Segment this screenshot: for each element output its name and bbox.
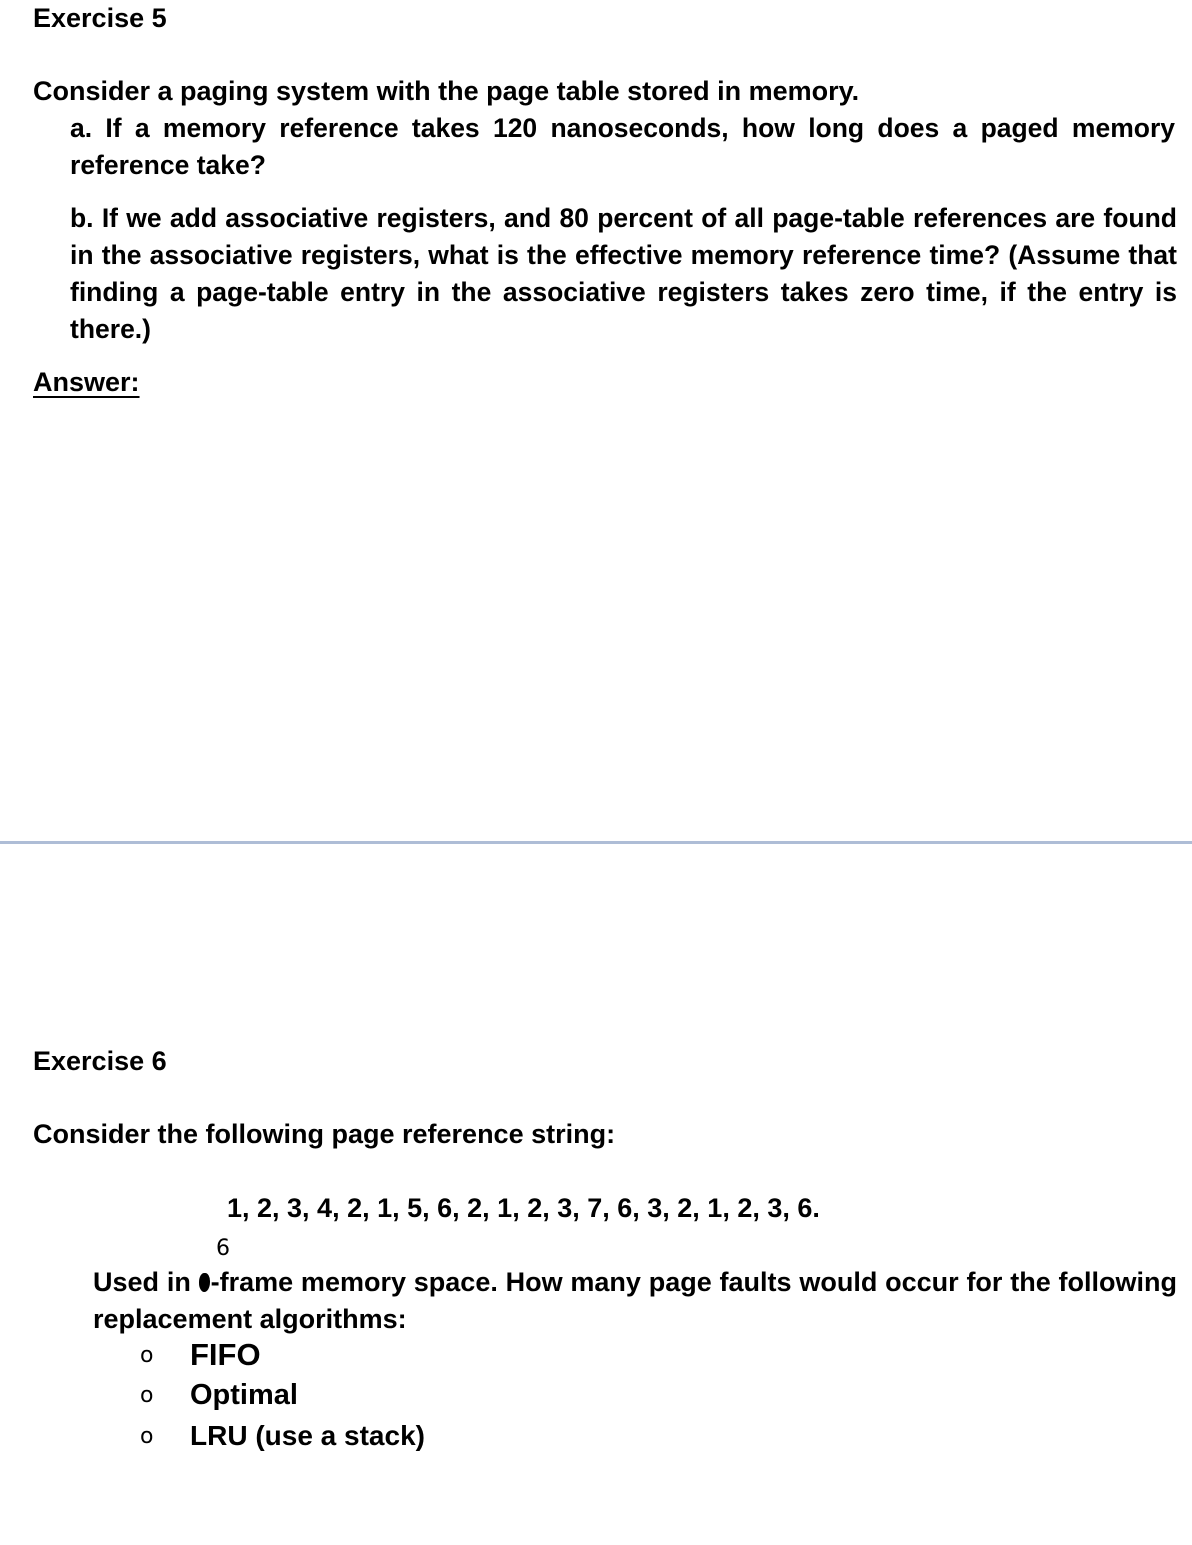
bullet-circle-icon: o bbox=[140, 1383, 154, 1409]
exercise-5-intro: Consider a paging system with the page table stored in memory. bbox=[33, 76, 860, 106]
bullet-circle-icon: o bbox=[140, 1342, 154, 1368]
handwritten-frame-count: 6 bbox=[216, 1236, 230, 1261]
exercise-5-part-b: b. If we add associative registers, and 80 percent of all page-table references are found in the associative registers, what is the effective memory reference time? (Assume that finding a page-table entry in the associative registers takes zero time, if the entry is there.) bbox=[70, 203, 1177, 344]
section-divider bbox=[0, 841, 1192, 844]
used-in-prefix: Used in bbox=[93, 1267, 199, 1297]
used-in-suffix: -frame memory space. How many page faults would occur for the following replacement algorithms: bbox=[93, 1267, 1177, 1334]
exercise-5-part-a: a. If a memory reference takes 120 nanoseconds, how long does a paged memory reference take? bbox=[70, 113, 1175, 180]
list-item bbox=[140, 1335, 425, 1376]
exercise-6-intro: Consider the following page reference string: bbox=[33, 1119, 616, 1149]
list-item bbox=[140, 1376, 425, 1417]
exercise-6-title: Exercise 6 bbox=[33, 1046, 167, 1076]
used-in-paragraph bbox=[93, 1264, 1177, 1338]
algorithm-label: Optimal bbox=[190, 1379, 298, 1412]
list-item bbox=[140, 1416, 425, 1457]
page-reference-string: 1, 2, 3, 4, 2, 1, 5, 6, 2, 1, 2, 3, 7, 6, 3, 2, 1, 2, 3, 6. bbox=[227, 1193, 820, 1223]
algorithm-label: LRU (use a stack) bbox=[190, 1420, 425, 1452]
exercise-5-title: Exercise 5 bbox=[33, 3, 167, 33]
answer-label: Answer: bbox=[33, 367, 140, 397]
bullet-circle-icon: o bbox=[140, 1423, 154, 1449]
algorithm-label: FIFO bbox=[190, 1337, 261, 1373]
ink-blot-mark bbox=[199, 1273, 210, 1292]
algorithm-list bbox=[140, 1335, 425, 1457]
